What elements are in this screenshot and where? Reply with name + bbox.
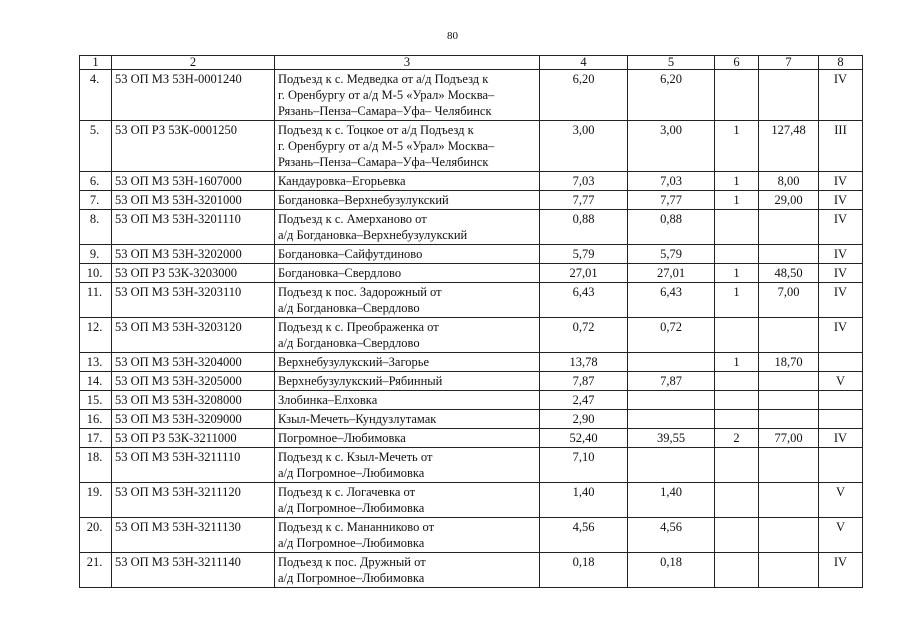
row-number-cell: 20. [80, 518, 112, 553]
length-hard-surface-cell: 1,40 [628, 483, 715, 518]
table-row [80, 191, 863, 210]
length-total-cell: 6,20 [540, 70, 628, 121]
length-total-cell: 3,00 [540, 121, 628, 172]
road-category-cell [819, 353, 863, 372]
table-row [80, 264, 863, 283]
bridge-length-cell [759, 372, 819, 391]
bridge-count-cell [715, 391, 759, 410]
row-number-cell: 5. [80, 121, 112, 172]
road-category-cell: IV [819, 283, 863, 318]
bridge-count-cell [715, 210, 759, 245]
length-hard-surface-cell: 6,43 [628, 283, 715, 318]
row-number-cell: 21. [80, 553, 112, 588]
bridge-length-cell [759, 391, 819, 410]
length-hard-surface-cell: 7,87 [628, 372, 715, 391]
length-total-cell: 7,87 [540, 372, 628, 391]
table-row [80, 448, 863, 483]
table-row [80, 518, 863, 553]
row-number-cell: 16. [80, 410, 112, 429]
bridge-length-cell: 127,48 [759, 121, 819, 172]
bridge-count-cell: 2 [715, 429, 759, 448]
bridge-count-cell [715, 372, 759, 391]
length-total-cell: 13,78 [540, 353, 628, 372]
table-row [80, 483, 863, 518]
road-category-cell: V [819, 372, 863, 391]
bridge-count-cell [715, 410, 759, 429]
length-total-cell: 7,10 [540, 448, 628, 483]
length-total-cell: 6,43 [540, 283, 628, 318]
road-category-cell: IV [819, 318, 863, 353]
road-name-cell: Кзыл-Мечеть–Кундузлутамак [275, 410, 540, 429]
bridge-count-cell: 1 [715, 121, 759, 172]
road-name-cell: Подъезд к с. Логачевка от а/д Погромное–Любимовка [275, 483, 540, 518]
road-name-cell: Богдановка–Свердлово [275, 264, 540, 283]
road-code-cell: 53 ОП МЗ 53Н-3201000 [112, 191, 275, 210]
table-row [80, 353, 863, 372]
header-row [80, 56, 863, 70]
road-category-cell: V [819, 483, 863, 518]
row-number-cell: 9. [80, 245, 112, 264]
column-header: 7 [759, 56, 819, 70]
length-hard-surface-cell: 4,56 [628, 518, 715, 553]
bridge-length-cell: 29,00 [759, 191, 819, 210]
table-row [80, 372, 863, 391]
table-row [80, 410, 863, 429]
road-name-cell: Подъезд к с. Амерханово от а/д Богдановка–Верхнебузулукский [275, 210, 540, 245]
road-code-cell: 53 ОП МЗ 53Н-3211140 [112, 553, 275, 588]
row-number-cell: 14. [80, 372, 112, 391]
road-code-cell: 53 ОП МЗ 53Н-3201110 [112, 210, 275, 245]
bridge-length-cell: 7,00 [759, 283, 819, 318]
table-row [80, 429, 863, 448]
road-name-cell: Подъезд к с. Мананниково от а/д Погромное–Любимовка [275, 518, 540, 553]
road-category-cell: IV [819, 553, 863, 588]
road-code-cell: 53 ОП РЗ 53К-0001250 [112, 121, 275, 172]
length-total-cell: 27,01 [540, 264, 628, 283]
roads-table [79, 55, 863, 588]
bridge-length-cell [759, 210, 819, 245]
bridge-length-cell [759, 318, 819, 353]
road-code-cell: 53 ОП МЗ 53Н-0001240 [112, 70, 275, 121]
road-code-cell: 53 ОП МЗ 53Н-3203110 [112, 283, 275, 318]
table-row [80, 70, 863, 121]
bridge-length-cell [759, 410, 819, 429]
length-total-cell: 2,47 [540, 391, 628, 410]
length-total-cell: 7,77 [540, 191, 628, 210]
bridge-count-cell [715, 448, 759, 483]
length-total-cell: 52,40 [540, 429, 628, 448]
length-hard-surface-cell: 27,01 [628, 264, 715, 283]
road-code-cell: 53 ОП МЗ 53Н-3202000 [112, 245, 275, 264]
road-category-cell [819, 410, 863, 429]
road-code-cell: 53 ОП МЗ 53Н-3204000 [112, 353, 275, 372]
row-number-cell: 11. [80, 283, 112, 318]
bridge-length-cell: 8,00 [759, 172, 819, 191]
length-hard-surface-cell: 3,00 [628, 121, 715, 172]
length-total-cell: 4,56 [540, 518, 628, 553]
road-category-cell [819, 448, 863, 483]
length-hard-surface-cell [628, 353, 715, 372]
length-hard-surface-cell: 6,20 [628, 70, 715, 121]
length-total-cell: 0,18 [540, 553, 628, 588]
table-row [80, 553, 863, 588]
row-number-cell: 18. [80, 448, 112, 483]
bridge-count-cell [715, 318, 759, 353]
road-category-cell: IV [819, 70, 863, 121]
table-row [80, 283, 863, 318]
bridge-length-cell [759, 483, 819, 518]
bridge-count-cell [715, 70, 759, 121]
length-hard-surface-cell: 5,79 [628, 245, 715, 264]
table-row [80, 121, 863, 172]
bridge-length-cell [759, 70, 819, 121]
road-category-cell: IV [819, 210, 863, 245]
row-number-cell: 19. [80, 483, 112, 518]
row-number-cell: 8. [80, 210, 112, 245]
length-hard-surface-cell: 0,88 [628, 210, 715, 245]
road-code-cell: 53 ОП МЗ 53Н-3211130 [112, 518, 275, 553]
bridge-length-cell: 48,50 [759, 264, 819, 283]
table-row [80, 391, 863, 410]
road-code-cell: 53 ОП МЗ 53Н-1607000 [112, 172, 275, 191]
length-hard-surface-cell [628, 410, 715, 429]
length-hard-surface-cell: 7,77 [628, 191, 715, 210]
row-number-cell: 13. [80, 353, 112, 372]
road-category-cell [819, 391, 863, 410]
road-code-cell: 53 ОП РЗ 53К-3203000 [112, 264, 275, 283]
column-header: 8 [819, 56, 863, 70]
length-total-cell: 5,79 [540, 245, 628, 264]
column-header: 6 [715, 56, 759, 70]
road-name-cell: Верхнебузулукский–Рябинный [275, 372, 540, 391]
road-name-cell: Подъезд к с. Преображенка от а/д Богдановка–Свердлово [275, 318, 540, 353]
length-total-cell: 1,40 [540, 483, 628, 518]
length-hard-surface-cell: 7,03 [628, 172, 715, 191]
road-category-cell: IV [819, 245, 863, 264]
road-category-cell: IV [819, 429, 863, 448]
road-code-cell: 53 ОП МЗ 53Н-3209000 [112, 410, 275, 429]
length-hard-surface-cell [628, 448, 715, 483]
road-name-cell: Богдановка–Сайфутдиново [275, 245, 540, 264]
road-name-cell: Злобинка–Елховка [275, 391, 540, 410]
bridge-count-cell [715, 518, 759, 553]
road-category-cell: IV [819, 264, 863, 283]
bridge-count-cell: 1 [715, 264, 759, 283]
row-number-cell: 4. [80, 70, 112, 121]
length-hard-surface-cell: 0,72 [628, 318, 715, 353]
table-row [80, 172, 863, 191]
row-number-cell: 7. [80, 191, 112, 210]
road-category-cell: III [819, 121, 863, 172]
road-code-cell: 53 ОП МЗ 53Н-3208000 [112, 391, 275, 410]
length-hard-surface-cell: 39,55 [628, 429, 715, 448]
row-number-cell: 6. [80, 172, 112, 191]
table-row [80, 210, 863, 245]
row-number-cell: 12. [80, 318, 112, 353]
bridge-length-cell: 77,00 [759, 429, 819, 448]
length-total-cell: 0,72 [540, 318, 628, 353]
road-name-cell: Подъезд к пос. Задорожный от а/д Богдановка–Свердлово [275, 283, 540, 318]
road-name-cell: Верхнебузулукский–Загорье [275, 353, 540, 372]
row-number-cell: 10. [80, 264, 112, 283]
road-code-cell: 53 ОП МЗ 53Н-3205000 [112, 372, 275, 391]
table-row [80, 318, 863, 353]
road-name-cell: Погромное–Любимовка [275, 429, 540, 448]
bridge-count-cell: 1 [715, 283, 759, 318]
road-code-cell: 53 ОП РЗ 53К-3211000 [112, 429, 275, 448]
bridge-count-cell [715, 245, 759, 264]
road-name-cell: Подъезд к с. Тоцкое от а/д Подъезд к г. Оренбургу от а/д М-5 «Урал» Москва– Рязань–Пенза–Самара–Уфа–Челябинск [275, 121, 540, 172]
row-number-cell: 15. [80, 391, 112, 410]
length-hard-surface-cell [628, 391, 715, 410]
length-total-cell: 2,90 [540, 410, 628, 429]
row-number-cell: 17. [80, 429, 112, 448]
road-name-cell: Подъезд к с. Медведка от а/д Подъезд к г. Оренбургу от а/д М-5 «Урал» Москва– Рязань–Пенза–Самара–Уфа– Челябинск [275, 70, 540, 121]
column-header: 2 [112, 56, 275, 70]
road-code-cell: 53 ОП МЗ 53Н-3203120 [112, 318, 275, 353]
length-total-cell: 0,88 [540, 210, 628, 245]
bridge-count-cell: 1 [715, 172, 759, 191]
road-category-cell: IV [819, 191, 863, 210]
road-code-cell: 53 ОП МЗ 53Н-3211110 [112, 448, 275, 483]
table-row [80, 245, 863, 264]
length-total-cell: 7,03 [540, 172, 628, 191]
road-category-cell: V [819, 518, 863, 553]
road-name-cell: Кандауровка–Егорьевка [275, 172, 540, 191]
bridge-count-cell [715, 483, 759, 518]
bridge-length-cell: 18,70 [759, 353, 819, 372]
page-number: 80 [447, 30, 458, 42]
bridge-count-cell: 1 [715, 191, 759, 210]
road-name-cell: Подъезд к пос. Дружный от а/д Погромное–Любимовка [275, 553, 540, 588]
bridge-count-cell [715, 553, 759, 588]
road-name-cell: Подъезд к с. Кзыл-Мечеть от а/д Погромное–Любимовка [275, 448, 540, 483]
bridge-length-cell [759, 518, 819, 553]
length-hard-surface-cell: 0,18 [628, 553, 715, 588]
column-header: 4 [540, 56, 628, 70]
bridge-length-cell [759, 245, 819, 264]
bridge-count-cell: 1 [715, 353, 759, 372]
road-code-cell: 53 ОП МЗ 53Н-3211120 [112, 483, 275, 518]
bridge-length-cell [759, 553, 819, 588]
column-header: 1 [80, 56, 112, 70]
road-name-cell: Богдановка–Верхнебузулукский [275, 191, 540, 210]
road-category-cell: IV [819, 172, 863, 191]
column-header: 3 [275, 56, 540, 70]
column-header: 5 [628, 56, 715, 70]
bridge-length-cell [759, 448, 819, 483]
